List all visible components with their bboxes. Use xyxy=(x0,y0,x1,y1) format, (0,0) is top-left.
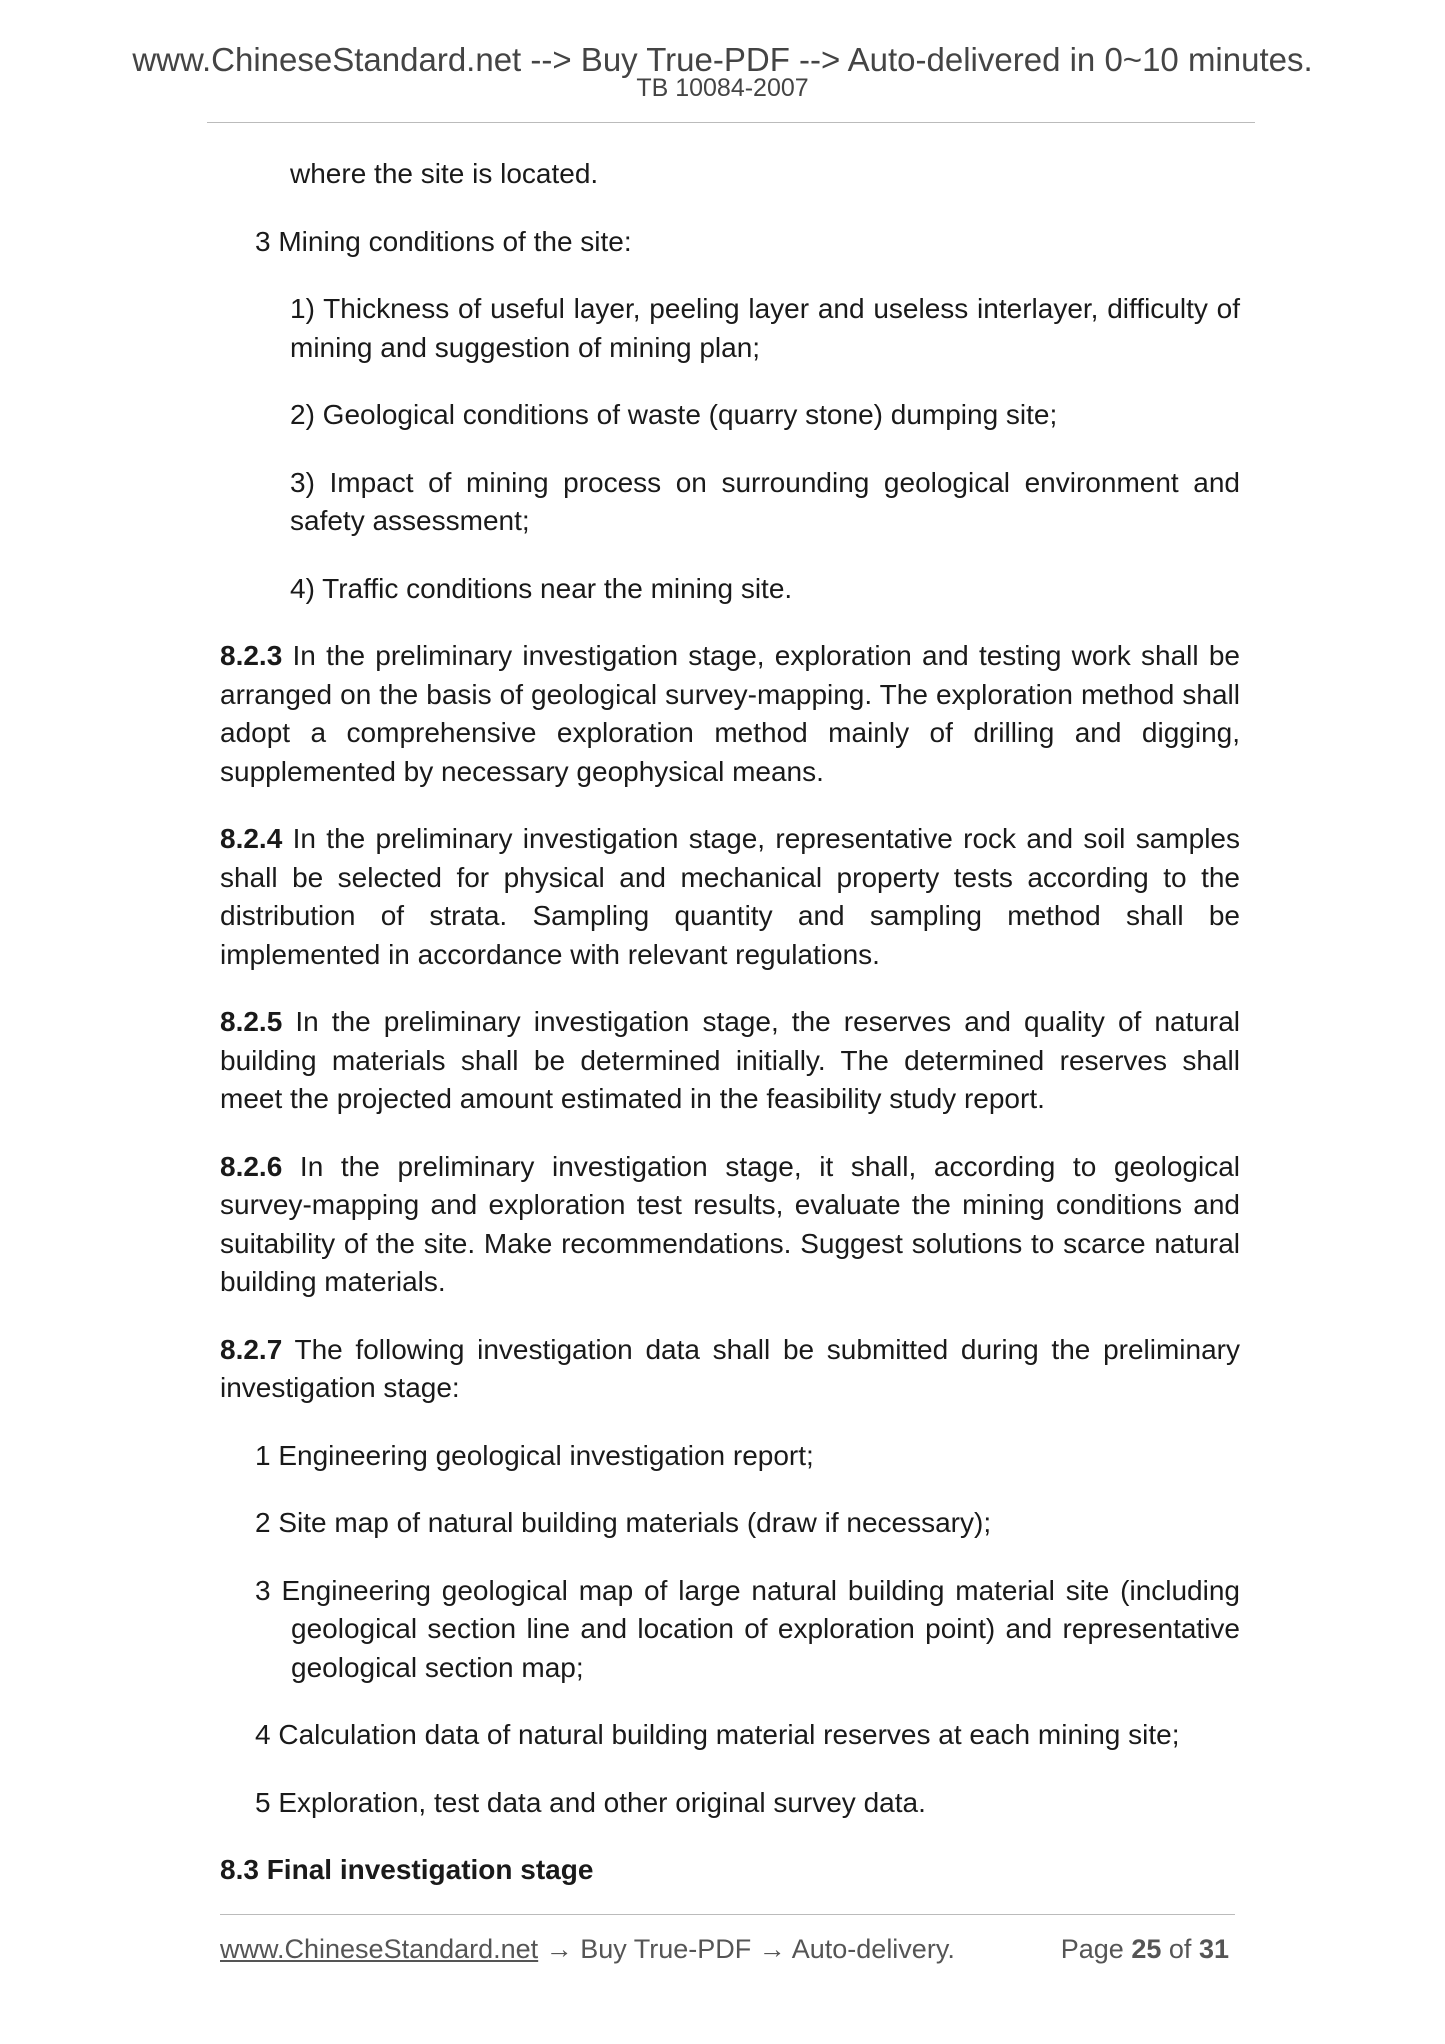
clause-8-2-5 xyxy=(220,1003,1240,1119)
sub-item: 3) Impact of mining process on surrounding geological environment and safety assessment; xyxy=(290,466,1240,536)
footer-tagline: → Buy True-PDF → Auto-delivery. xyxy=(538,1934,955,1964)
clause-8-2-6 xyxy=(220,1148,1240,1302)
section-heading: 8.3 Final investigation stage xyxy=(220,1854,594,1885)
document-body xyxy=(220,155,1240,1919)
list-item: 4 Calculation data of natural building material reserves at each mining site; xyxy=(255,1719,1180,1750)
of-label: of xyxy=(1168,1934,1192,1964)
footer-site-link[interactable]: www.ChineseStandard.net xyxy=(220,1934,539,1964)
clause-number: 8.2.7 xyxy=(220,1333,283,1365)
clause-text: In the preliminary investigation stage, exploration and testing work shall be arranged on the basis of geological survey-mapping. The exploration method shall adopt a comprehensive exploration method mainly of drilling and digging, supplemented by necessary geophysical means. xyxy=(220,640,1240,787)
page-indicator xyxy=(1061,1932,1229,1966)
clause-number: 8.2.4 xyxy=(220,823,283,854)
clause-text: In the preliminary investigation stage, representative rock and soil samples shall be selected for physical and mechanical property tests according to the distribution of strata. Sampling quantity and sampling method shall be implemented in accordance with relevant regulations. xyxy=(220,823,1240,970)
page-number: 25 xyxy=(1131,1934,1162,1964)
sub-item: 2) Geological conditions of waste (quarry stone) dumping site; xyxy=(290,399,1058,430)
list-item: 2 Site map of natural building materials (draw if necessary); xyxy=(255,1507,992,1538)
footer-divider xyxy=(220,1914,1235,1915)
continuation-text: where the site is located. xyxy=(290,158,599,189)
clause-8-2-4 xyxy=(220,820,1240,974)
clause-number: 8.2.3 xyxy=(220,640,283,671)
list-item: 5 Exploration, test data and other original survey data. xyxy=(255,1786,926,1818)
clause-text: The following investigation data shall be submitted during the preliminary investigation stage: xyxy=(220,1333,1240,1403)
clause-8-2-3 xyxy=(220,637,1240,791)
clause-text: In the preliminary investigation stage, the reserves and quality of natural building materials shall be determined initially. The determined reserves shall meet the projected amount estimated in the feasibility study report. xyxy=(220,1006,1240,1114)
header-divider xyxy=(207,122,1255,123)
page-label: Page xyxy=(1060,1934,1124,1964)
footer xyxy=(220,1932,1235,1966)
clause-number: 8.2.6 xyxy=(220,1150,283,1182)
clause-text: In the preliminary investigation stage, it shall, according to geological survey-mapping and exploration test results, evaluate the mining conditions and suitability of the site. Make recommendations. Suggest solutions to scarce natural building materials. xyxy=(220,1150,1240,1297)
sub-item: 4) Traffic conditions near the mining site. xyxy=(290,572,793,604)
list-item-mining-conditions: 3 Mining conditions of the site: xyxy=(255,225,632,257)
standard-code: TB 10084-2007 xyxy=(636,74,809,102)
total-pages: 31 xyxy=(1198,1934,1229,1964)
clause-8-2-7 xyxy=(220,1331,1240,1408)
clause-number: 8.2.5 xyxy=(220,1006,283,1037)
sub-item: 1) Thickness of useful layer, peeling layer and useless interlayer, difficulty of mining and suggestion of mining plan; xyxy=(290,293,1240,363)
list-item: 1 Engineering geological investigation report; xyxy=(255,1439,814,1471)
list-item: 3 Engineering geological map of large natural building material site (including geological section line and location of exploration point) and representative geological section map; xyxy=(255,1574,1240,1683)
top-banner: www.ChineseStandard.net --> Buy True-PDF --> Auto-delivered in 0~10 minutes. xyxy=(132,41,1313,78)
